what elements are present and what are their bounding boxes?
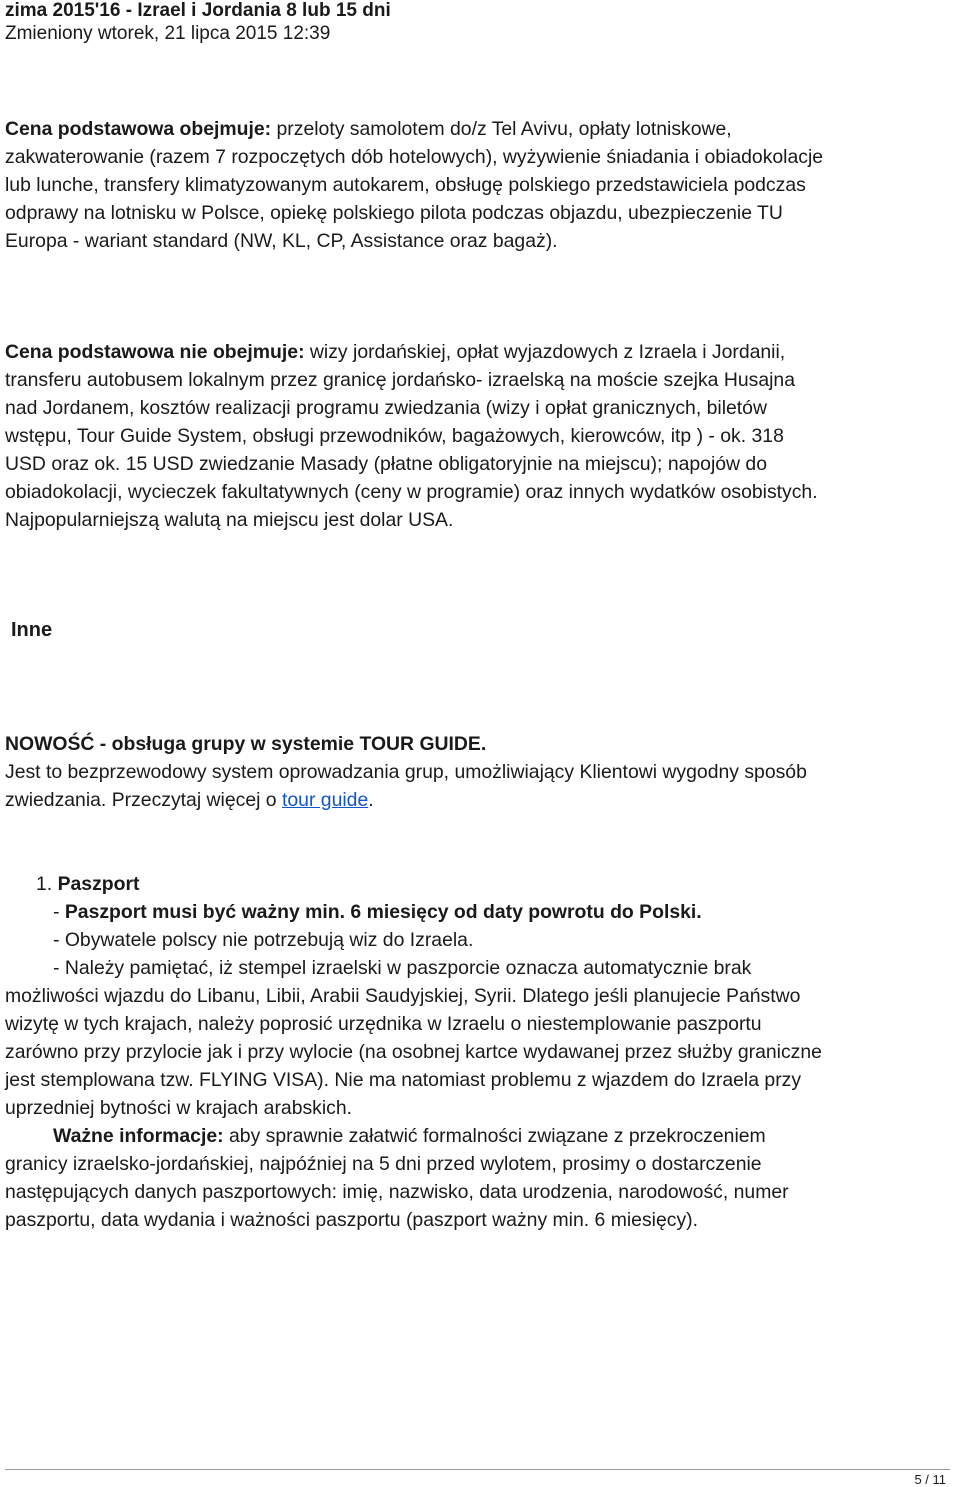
paragraph-line: Jest to bezprzewodowy system oprowadzania grup, umożliwiający Klientowi wygodny sposób xyxy=(5,761,807,783)
section-heading-inne: Inne xyxy=(11,619,53,641)
paragraph-line: uprzedniej bytności w krajach arabskich. xyxy=(5,1097,353,1119)
price-includes-paragraph xyxy=(5,115,955,255)
paragraph-line: aby sprawnie załatwić formalności związane z przekroczeniem xyxy=(223,1125,766,1147)
price-excludes-label: Cena podstawowa nie obejmuje: xyxy=(5,341,305,363)
paragraph-line: jest stemplowana tzw. FLYING VISA). Nie ma natomiast problemu z wjazdem do Izraela przy xyxy=(5,1069,802,1091)
paragraph-line: Europa - wariant standard (NW, KL, CP, Assistance oraz bagaż). xyxy=(5,230,558,252)
paragraph-line: granicy izraelsko-jordańskiej, najpóźniej na 5 dni przed wylotem, prosimy o dostarczenie xyxy=(5,1153,762,1175)
dash: - xyxy=(53,901,65,923)
important-info-label: Ważne informacje: xyxy=(53,1125,224,1147)
document-header xyxy=(5,0,955,46)
tour-guide-heading: NOWOŚĆ - obsługa grupy w systemie TOUR GUIDE. xyxy=(5,733,487,755)
paragraph-line: wizy jordańskiej, opłat wyjazdowych z Izraela i Jordanii, xyxy=(304,341,786,363)
price-includes-label: Cena podstawowa obejmuje: xyxy=(5,118,272,140)
footer-divider xyxy=(5,1469,950,1470)
paragraph-line: wstępu, Tour Guide System, obsługi przewodników, bagażowych, kierowców, itp ) - ok. 318 xyxy=(5,425,784,447)
page-number: 5 / 11 xyxy=(914,1472,946,1487)
tour-guide-link[interactable]: tour guide xyxy=(281,789,369,811)
paragraph-line: . xyxy=(368,789,374,811)
paragraph-line: transferu autobusem lokalnym przez granicę jordańsko- izraelską na moście szejka Husajna xyxy=(5,369,795,391)
paragraph-line: USD oraz ok. 15 USD zwiedzanie Masady (płatne obligatoryjnie na miejscu); napojów do xyxy=(5,453,768,475)
passport-validity: Paszport musi być ważny min. 6 miesięcy od daty powrotu do Polski. xyxy=(64,901,702,923)
paragraph-line: odprawy na lotnisku w Polsce, opiekę polskiego pilota podczas objazdu, ubezpieczenie TU xyxy=(5,202,783,224)
paragraph-line: paszportu, data wydania i ważności paszportu (paszport ważny min. 6 miesięcy). xyxy=(5,1209,698,1231)
paragraph-line: Najpopularniejszą walutą na miejscu jest dolar USA. xyxy=(5,509,454,531)
paragraph-line: nad Jordanem, kosztów realizacji programu zwiedzania (wizy i opłat granicznych, biletów xyxy=(5,397,767,419)
paragraph-line: - Należy pamiętać, iż stempel izraelski w paszporcie oznacza automatycznie brak xyxy=(53,957,752,979)
passport-title: Paszport xyxy=(57,873,140,895)
price-excludes-paragraph xyxy=(5,338,955,534)
list-number: 1. xyxy=(36,873,53,895)
passport-section xyxy=(5,870,955,1234)
paragraph-line: lub lunche, transfery klimatyzowanym autokarem, obsługę polskiego przedstawiciela podczas xyxy=(5,174,806,196)
modified-date: Zmieniony wtorek, 21 lipca 2015 12:39 xyxy=(5,23,331,44)
paragraph-line: obiadokolacji, wycieczek fakultatywnych (ceny w programie) oraz innych wydatków osobistych. xyxy=(5,481,818,503)
paragraph-line: zakwaterowanie (razem 7 rozpoczętych dób hotelowych), wyżywienie śniadania i obiadokolacje xyxy=(5,146,824,168)
paragraph-line: następujących danych paszportowych: imię, nazwisko, data urodzenia, narodowość, numer xyxy=(5,1181,789,1203)
paragraph-line: wizytę w tych krajach, należy poprosić urzędnika w Izraelu o niestemplowanie paszportu xyxy=(5,1013,762,1035)
paragraph-line: przeloty samolotem do/z Tel Avivu, opłaty lotniskowe, xyxy=(271,118,732,140)
document-title: zima 2015'16 - Izrael i Jordania 8 lub 15 dni xyxy=(5,0,391,21)
paragraph-line: zarówno przy przylocie jak i przy wylocie (na osobnej kartce wydawanej przez służby graniczne xyxy=(5,1041,822,1063)
paragraph-line: możliwości wjazdu do Libanu, Libii, Arabii Saudyjskiej, Syrii. Dlatego jeśli planujecie Państwo xyxy=(5,985,801,1007)
paragraph-line: zwiedzania. Przeczytaj więcej o xyxy=(5,789,282,811)
no-visa-line: - Obywatele polscy nie potrzebują wiz do Izraela. xyxy=(53,929,474,951)
tour-guide-section xyxy=(5,730,955,814)
